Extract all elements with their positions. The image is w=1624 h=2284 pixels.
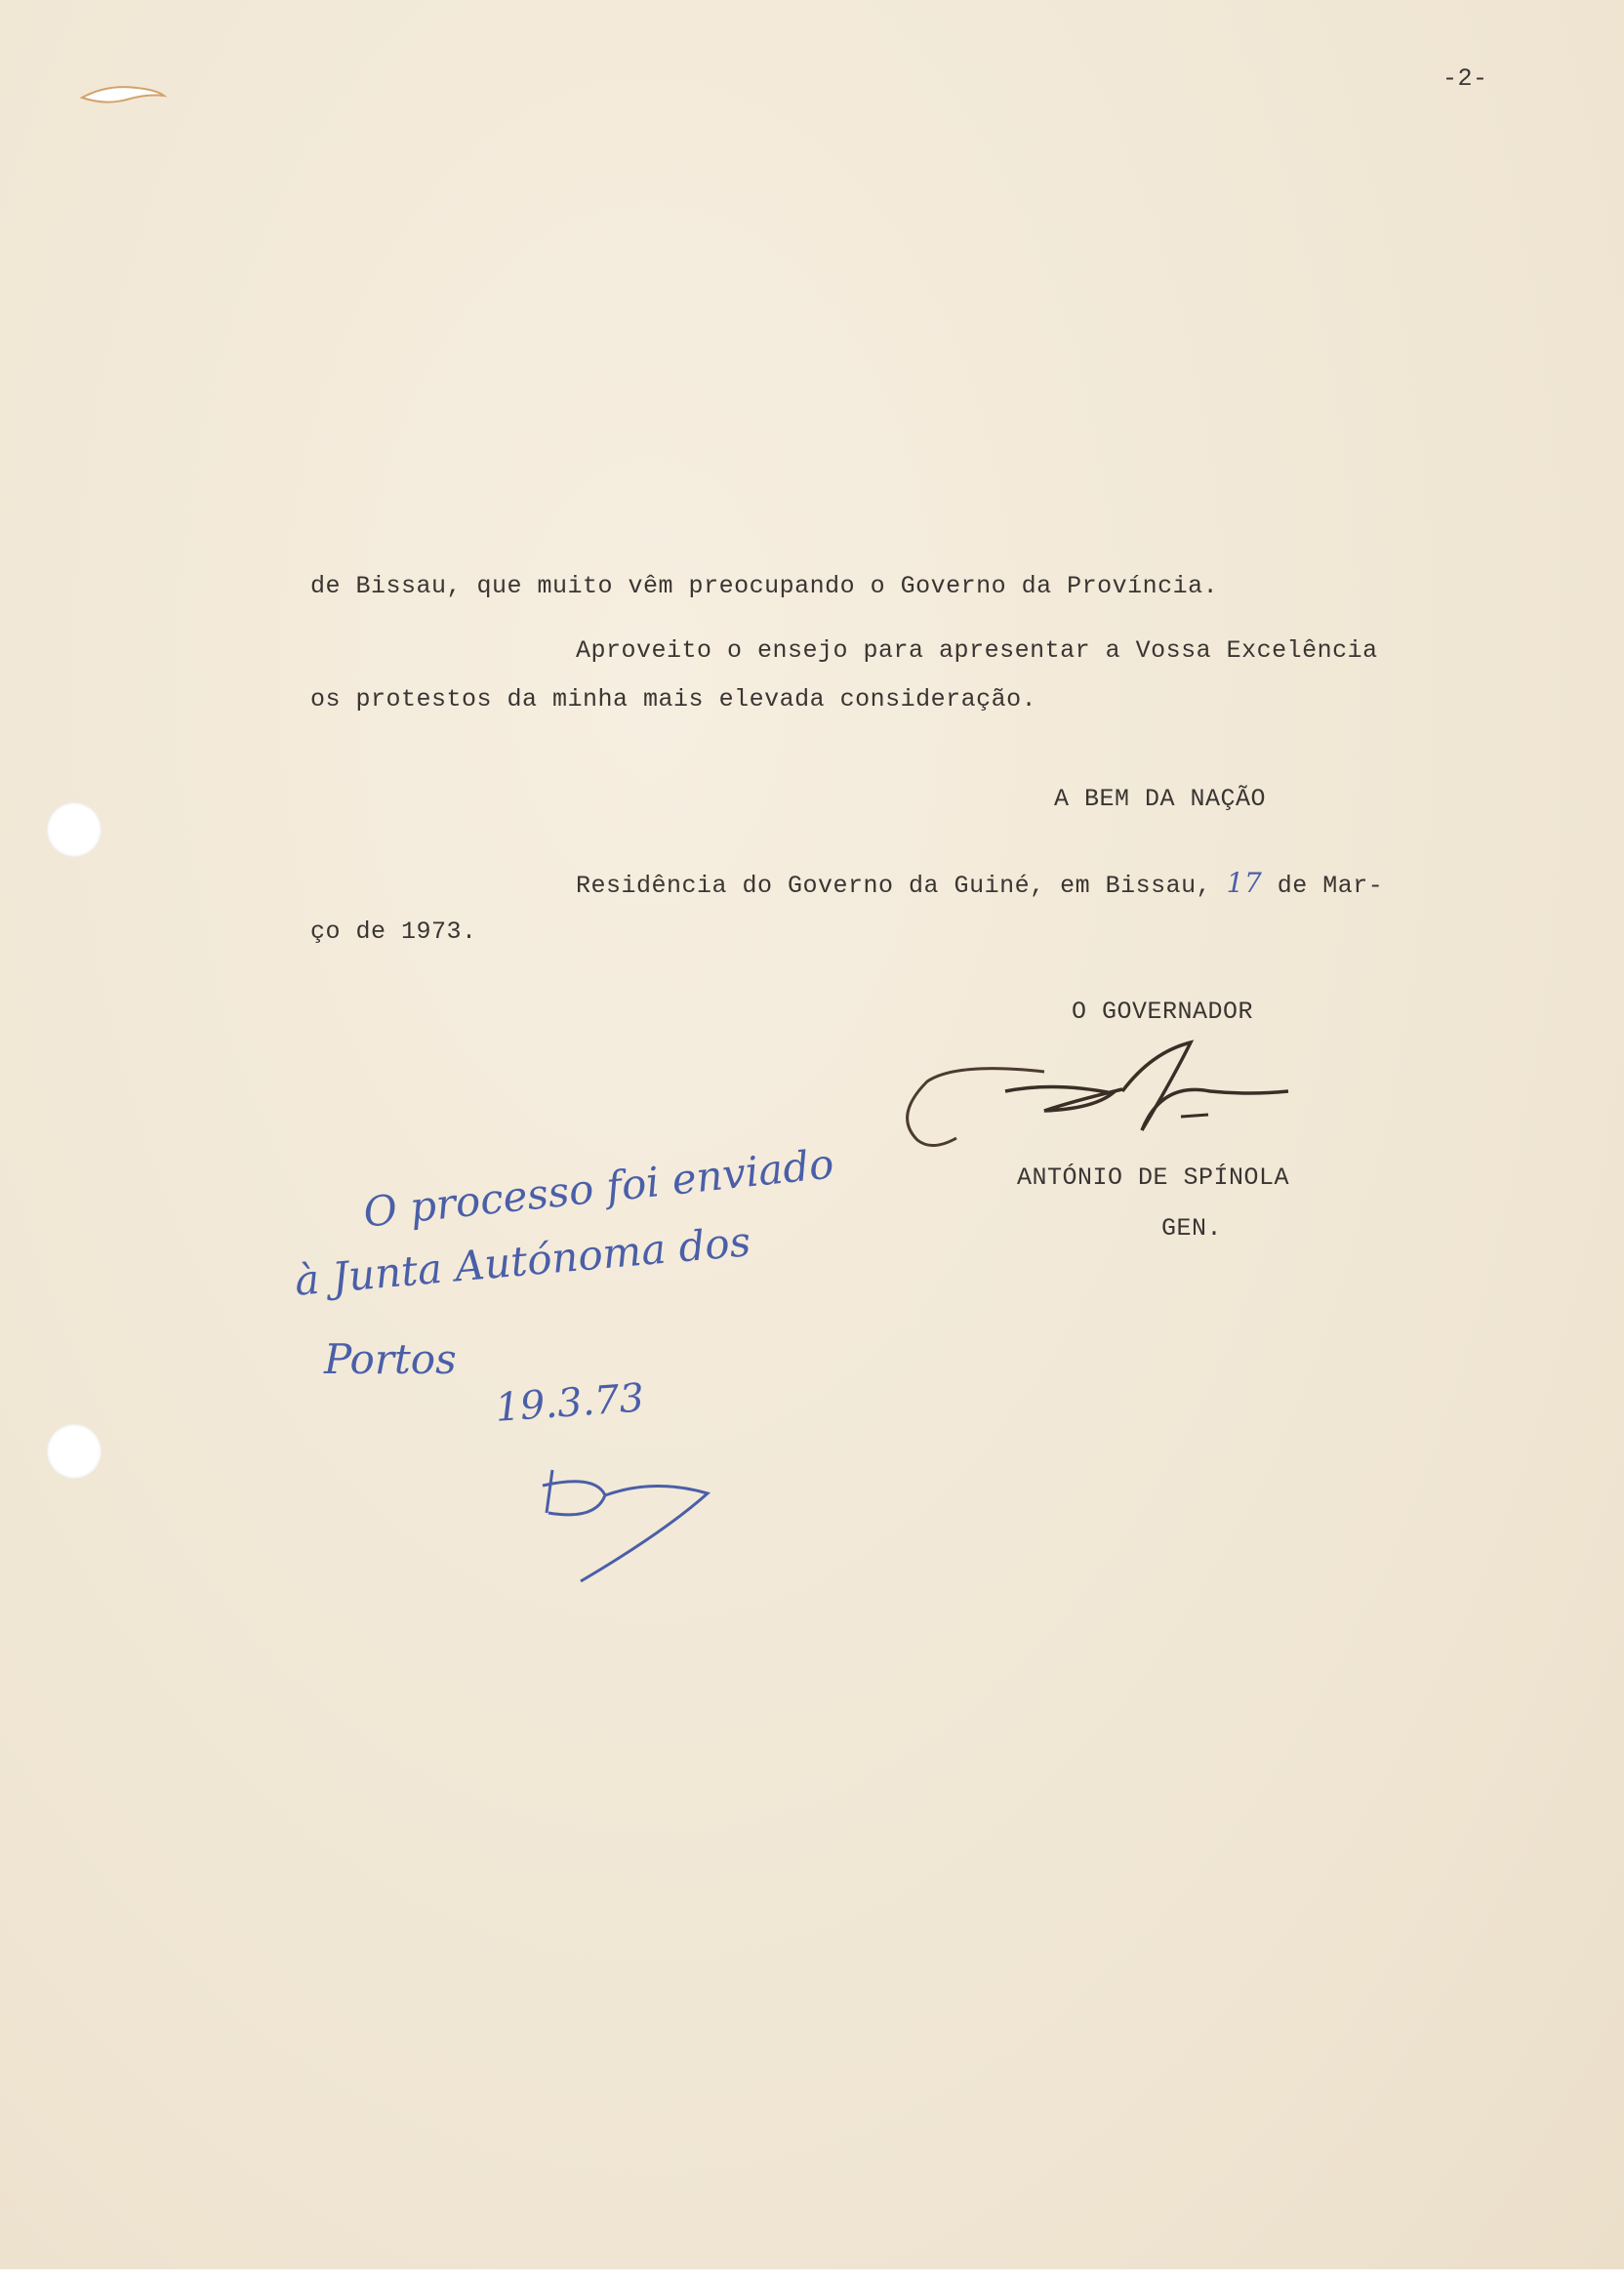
handwritten-note-line-1: O processo foi enviado — [361, 1139, 836, 1237]
handwritten-initials — [537, 1464, 722, 1591]
handwritten-note-line-3: Portos — [324, 1335, 457, 1383]
punch-hole-bottom — [47, 1424, 102, 1479]
body-line-1: de Bissau, que muito vêm preocupando o Governo da Província. — [310, 572, 1219, 600]
place-date-after: de Mar- — [1277, 872, 1384, 900]
handwritten-note-line-2: à Junta Autónoma dos — [293, 1217, 752, 1305]
place-date-line-1 — [576, 867, 1383, 900]
body-line-3: os protestos da minha mais elevada consideração. — [310, 685, 1037, 714]
signatory-name: ANTÓNIO DE SPÍNOLA — [1017, 1163, 1290, 1192]
governor-signature — [898, 1023, 1347, 1150]
page-number: -2- — [1442, 64, 1488, 93]
punch-hole-top — [47, 802, 102, 857]
body-line-2: Aproveito o ensejo para apresentar a Vossa Excelência — [576, 636, 1378, 665]
handwritten-day: 17 — [1226, 867, 1263, 899]
paper-tear-mark — [78, 80, 168, 109]
motto: A BEM DA NAÇÃO — [1054, 785, 1267, 813]
handwritten-note-date: 19.3.73 — [494, 1375, 646, 1431]
place-date-line-2: ço de 1973. — [310, 918, 477, 946]
signatory-rank: GEN. — [1161, 1214, 1223, 1243]
place-date-before: Residência do Governo da Guiné, em Bissau, — [576, 872, 1212, 900]
signatory-title: O GOVERNADOR — [1072, 998, 1254, 1026]
